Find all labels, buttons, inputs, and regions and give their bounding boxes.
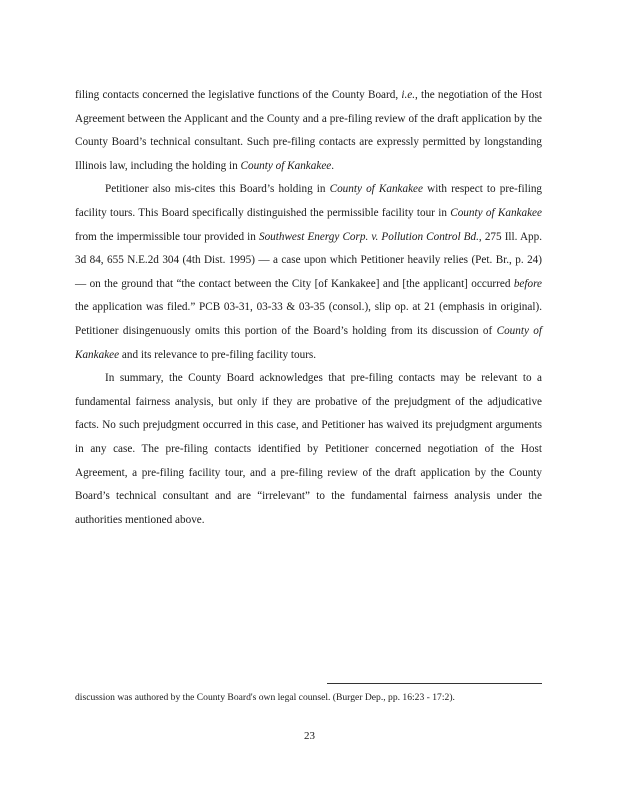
page-number: 23 (304, 730, 315, 742)
text-run: and its relevance to pre-filing facility tours. (119, 348, 317, 361)
text-run: , 275 Ill. App. 3d 84, 655 N.E.2d 304 (4th Dist. 1995) — a case upon which Petitioner heavily relies (Pet. Br., p. 24) — on the ground that “the contact between the City [of Kankakee] and [the applicant] occurred (75, 230, 543, 290)
text-run: , the negotiation of the Host Agreement between the Applicant and the County and a pre-filing review of the draft application by the County Board’s technical consultant. Such pre-filing contacts are expressly permitted by longstanding Illinois law, including the holding in (75, 89, 542, 172)
footnote-divider (327, 683, 542, 684)
case-citation: County of Kankakee (75, 324, 542, 361)
text-run: Petitioner also mis-cites this Board’s holding in (105, 183, 330, 196)
footnote: discussion was authored by the County Board's own legal counsel. (Burger Dep., pp. 16:23 - 17:2). (75, 692, 455, 703)
case-citation: County of Kankakee (240, 159, 332, 172)
text-run: the application was filed.” PCB 03-31, 03-33 & 03-35 (consol.), slip op. at 21 (emphasis in original). Petitioner disingenuously omits this portion of the Board’s holding from its discussion of (75, 301, 542, 337)
body-text (75, 84, 542, 532)
text-run: In summary, the County Board acknowledges that pre-filing contacts may be relevant to a fundamental fairness analysis, but only if they are probative of the prejudgment of the adjudicative facts. No such prejudgment occurred in this case, and Petitioner has waived its prejudgment arguments in any case. The pre-filing contacts identified by Petitioner concerned negotiation of the Host Agreement, a pre-filing facility tour, and a pre-filing review of the draft application by the County Board’s technical consultant and are “irrelevant” to the fundamental fairness analysis under the authorities mentioned above. (75, 372, 542, 526)
text-run-italic: before (513, 277, 542, 290)
text-run: . (331, 159, 335, 172)
text-run: with respect to pre-filing facility tours. This Board specifically distinguished the permissible facility tour in (75, 183, 543, 219)
case-citation: County of Kankakee (329, 183, 423, 196)
paragraph-summary (75, 367, 542, 532)
text-run: from the impermissible tour provided in (75, 230, 259, 243)
paragraph-facility-tours (75, 178, 542, 367)
case-citation: County of Kankakee (450, 206, 542, 219)
paragraph-prefiling-contacts (75, 84, 542, 178)
text-run-italic: i.e. (401, 89, 416, 101)
text-run: filing contacts concerned the legislative functions of the County Board, (75, 89, 402, 101)
case-citation: Southwest Energy Corp. v. Pollution Control Bd. (258, 230, 479, 243)
